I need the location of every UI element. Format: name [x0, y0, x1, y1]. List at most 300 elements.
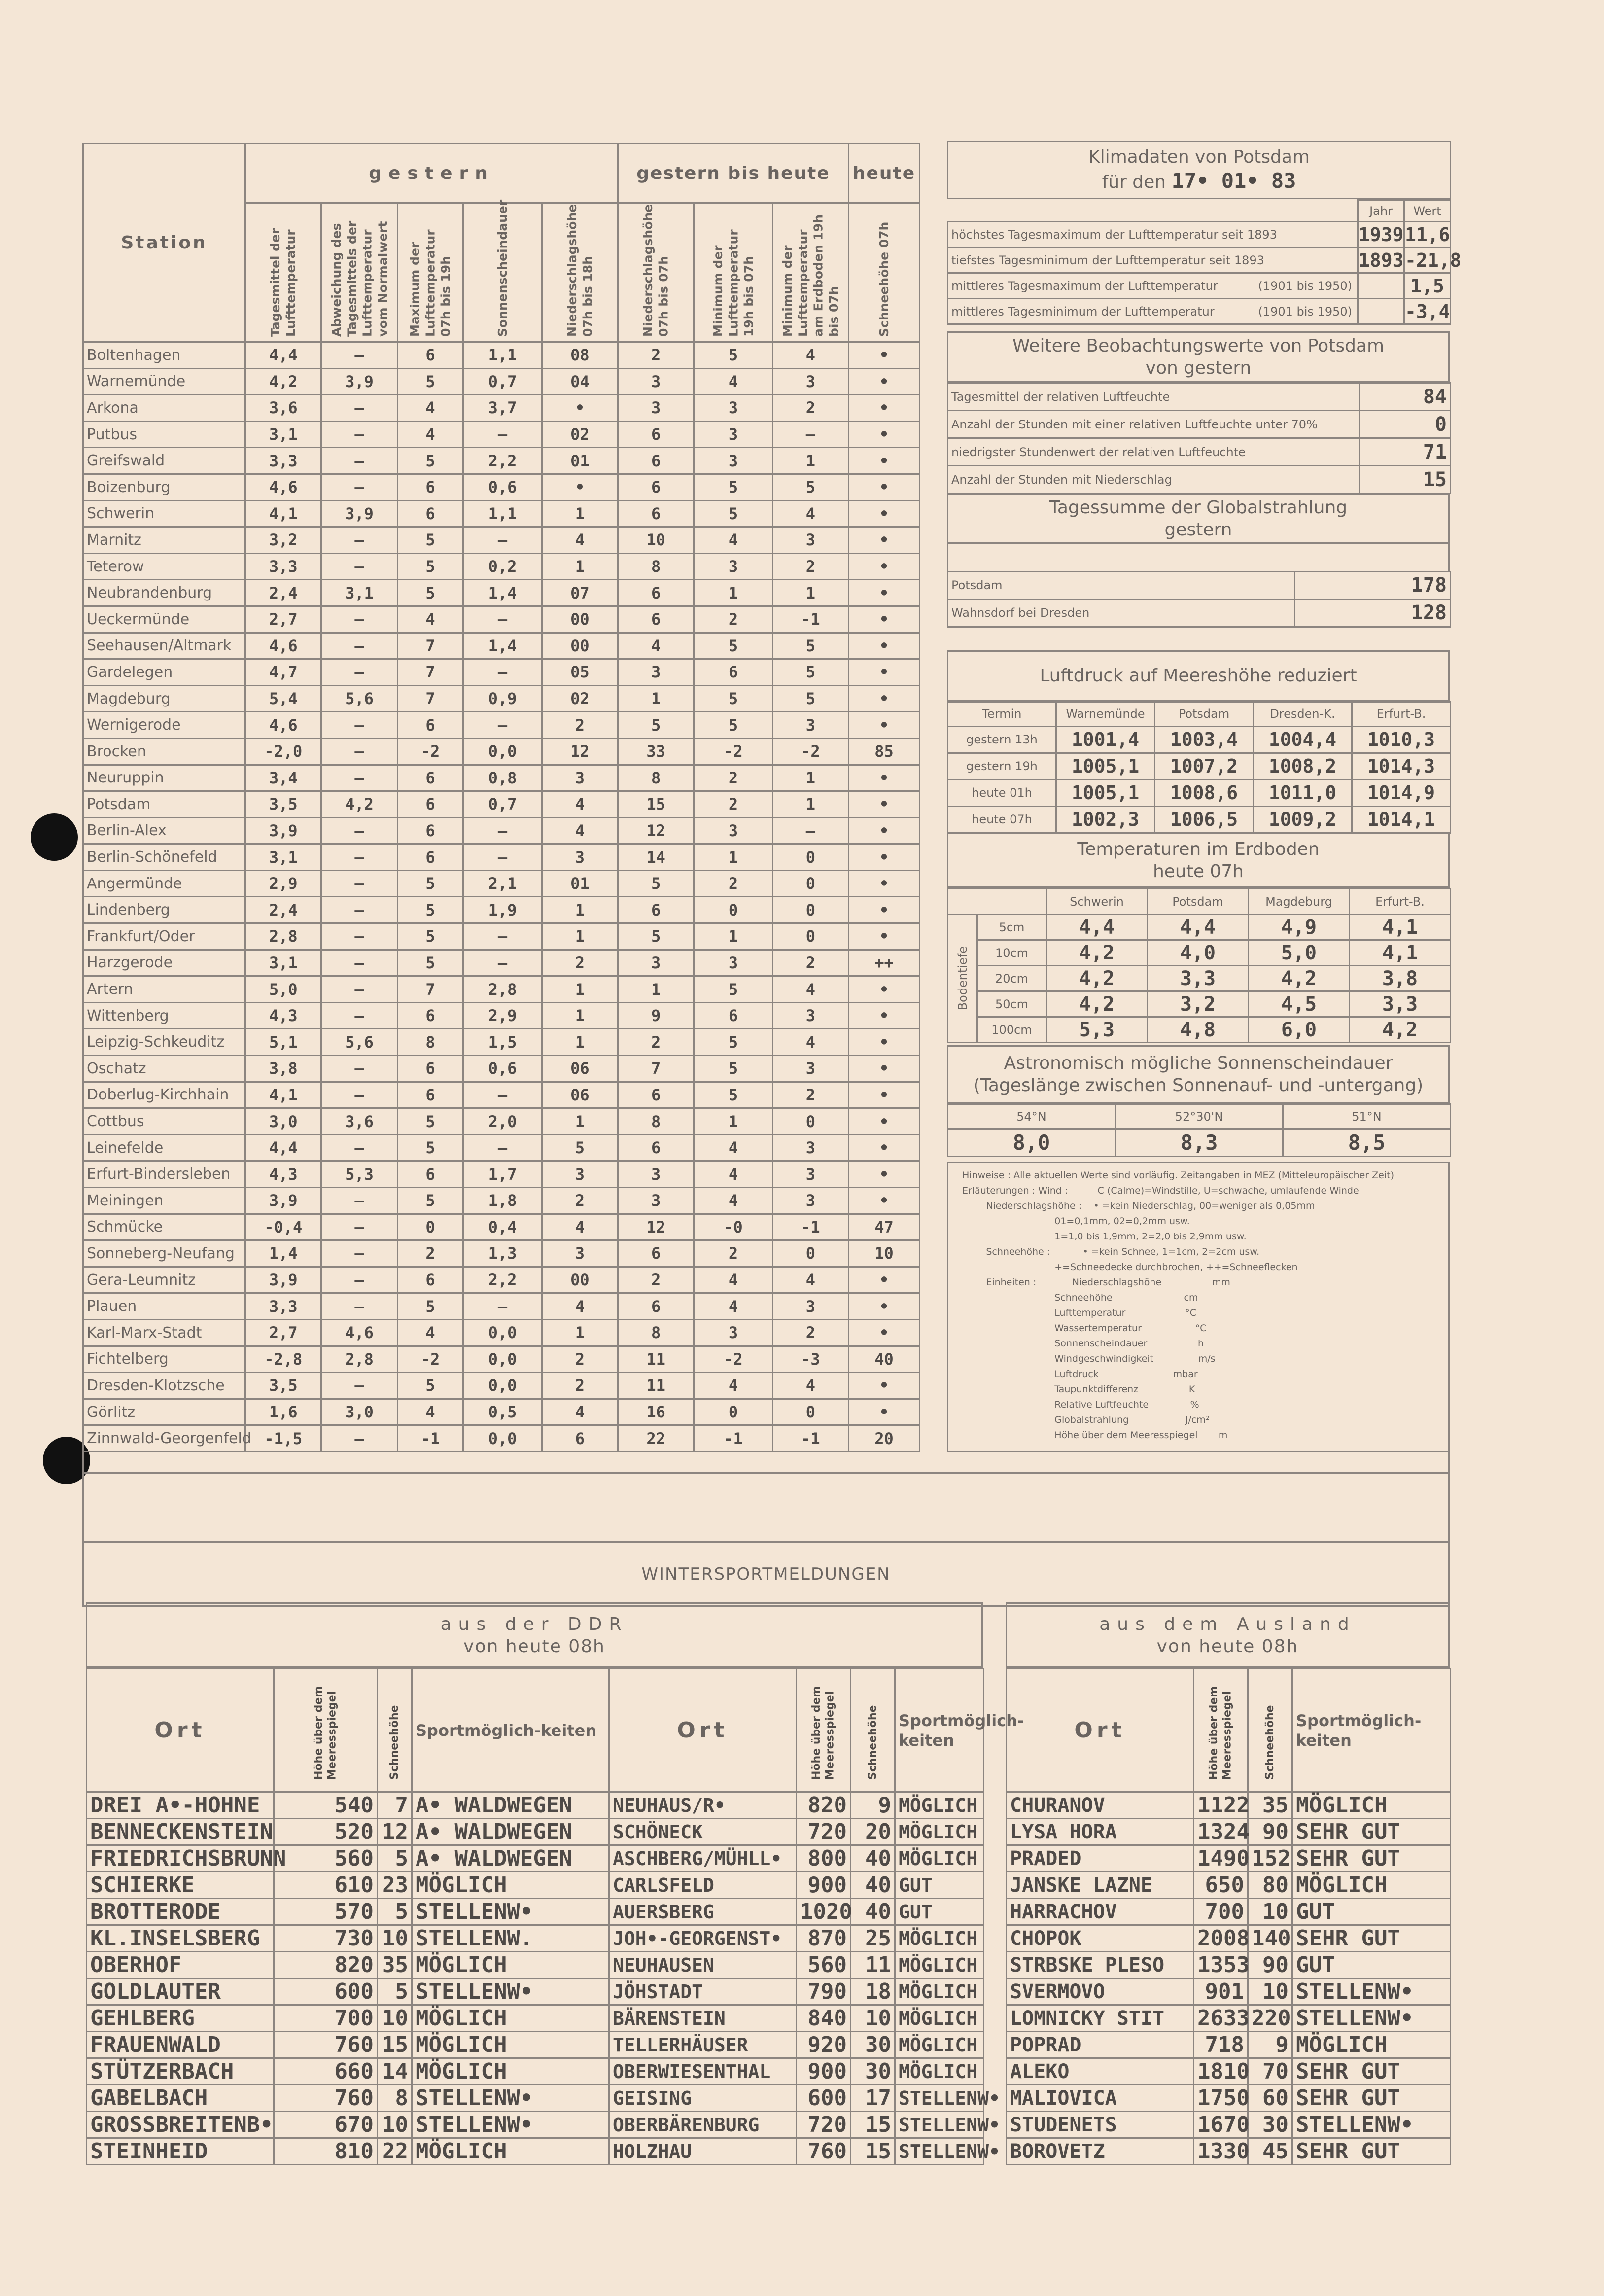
col-hoehe — [797, 1669, 851, 1792]
klima-label: höchstes Tagesmaximum der Lufttemperatur seit 1893 — [951, 227, 1277, 242]
winter-row — [87, 2112, 984, 2138]
station-value: 5 — [397, 923, 463, 950]
station-value: 4,4 — [245, 342, 321, 369]
station-value: 2,7 — [245, 1319, 321, 1346]
schnee-cell: 17 — [851, 2085, 895, 2112]
winter-row — [1007, 2058, 1451, 2085]
global-section — [947, 493, 1450, 628]
station-row — [83, 474, 920, 500]
station-value: 5,6 — [321, 1029, 397, 1056]
station-value: • — [848, 1293, 919, 1320]
hoehe-cell: 700 — [274, 2005, 378, 2032]
luftdruck-value: 1014,1 — [1352, 806, 1451, 833]
hoehe-cell: 760 — [274, 2085, 378, 2112]
sport-cell: MÖGLICH — [895, 1819, 984, 1845]
sport-cell: MÖGLICH — [895, 2058, 984, 2085]
sport-cell: SEHR GUT — [1292, 1845, 1451, 1872]
station-value: 1 — [694, 580, 772, 606]
station-value: • — [848, 606, 919, 633]
erdboden-header: Schwerin — [1046, 889, 1148, 915]
station-value: — — [321, 395, 397, 422]
station-value: 2,8 — [245, 923, 321, 950]
station-value: — — [321, 1240, 397, 1267]
station-row — [83, 765, 920, 791]
schnee-cell: 8 — [378, 2085, 412, 2112]
station-value: 2,7 — [245, 606, 321, 633]
erdboden-head-row — [948, 889, 1451, 915]
sport-cell: A• WALDWEGEN — [412, 1819, 609, 1845]
station-value: 3,1 — [245, 950, 321, 976]
sport-cell: STELLENW• — [1292, 1978, 1451, 2005]
erdboden-value: 4,4 — [1046, 915, 1148, 940]
erdboden-depth: 5cm — [977, 915, 1046, 940]
klima-note: (1901 bis 1950) — [1258, 304, 1352, 318]
station-value: 5,3 — [321, 1161, 397, 1188]
station-value: 0,0 — [463, 1373, 542, 1399]
column-header — [848, 203, 919, 342]
col-hoehe-label: Höhe über dem Meeresspiegel — [313, 1686, 339, 1780]
luftdruck-value: 1004,4 — [1254, 726, 1352, 753]
klima-wert: 11,6 — [1404, 222, 1451, 247]
hoehe-cell: 870 — [797, 1925, 851, 1952]
winter-ausland — [1006, 1602, 1450, 2165]
station-value: 3,5 — [245, 791, 321, 818]
sport-cell: MÖGLICH — [895, 1845, 984, 1872]
station-value: -1 — [397, 1425, 463, 1452]
hoehe-cell: 560 — [274, 1845, 378, 1872]
station-value: 6 — [397, 342, 463, 369]
station-value: • — [848, 1029, 919, 1056]
col-schnee — [851, 1669, 895, 1792]
luftdruck-row — [948, 806, 1451, 833]
global-row — [948, 571, 1451, 599]
station-value: — — [321, 844, 397, 871]
station-value: 22 — [618, 1425, 694, 1452]
station-name: Karl-Marx-Stadt — [83, 1319, 245, 1346]
station-value: 3,0 — [321, 1399, 397, 1425]
station-value: 2,9 — [463, 1002, 542, 1029]
sport-cell: STELLENW• — [412, 2112, 609, 2138]
station-value: 6 — [542, 1425, 618, 1452]
station-value: 0 — [772, 1399, 848, 1425]
station-row — [83, 342, 920, 369]
schnee-cell: 15 — [378, 2032, 412, 2058]
erdboden-row — [948, 940, 1451, 966]
station-value: 5 — [618, 923, 694, 950]
global-value: 178 — [1295, 571, 1451, 599]
station-value: • — [848, 1188, 919, 1214]
station-value: -0,4 — [245, 1214, 321, 1240]
schnee-cell: 5 — [378, 1978, 412, 2005]
column-header — [694, 203, 772, 342]
sport-cell: MÖGLICH — [412, 2058, 609, 2085]
station-value: -2 — [397, 1346, 463, 1373]
station-value: 6 — [397, 1161, 463, 1188]
station-value: 1 — [694, 844, 772, 871]
schnee-cell: 152 — [1248, 1845, 1292, 1872]
station-value: 1,5 — [463, 1029, 542, 1056]
station-value: 1,7 — [463, 1161, 542, 1188]
station-value: 5 — [772, 685, 848, 712]
erdboden-depth: 20cm — [977, 966, 1046, 991]
station-name: Leipzig-Schkeuditz — [83, 1029, 245, 1056]
schnee-cell: 220 — [1248, 2005, 1292, 2032]
station-value: 2,2 — [463, 448, 542, 474]
klima-jahr: 1893 — [1358, 247, 1404, 273]
column-header — [463, 199, 542, 342]
station-value: 1 — [542, 1029, 618, 1056]
hoehe-cell: 810 — [274, 2138, 378, 2165]
station-value: 2 — [694, 870, 772, 897]
schnee-cell: 40 — [851, 1845, 895, 1872]
col-hoehe — [1194, 1669, 1248, 1792]
station-value: — — [321, 1373, 397, 1399]
weitere-value: 71 — [1360, 438, 1451, 466]
erdboden-side-label: Bodentiefe — [955, 946, 970, 1011]
station-value: 47 — [848, 1214, 919, 1240]
winter-row — [87, 1792, 984, 1819]
ort-cell: LOMNICKY STIT — [1007, 2005, 1194, 2032]
hoehe-cell: 900 — [797, 2058, 851, 2085]
station-value: 7 — [397, 685, 463, 712]
global-title: Tagessumme der Globalstrahlung — [1049, 497, 1348, 518]
station-value: 4 — [694, 1188, 772, 1214]
station-value: 4 — [542, 817, 618, 844]
hoehe-cell: 718 — [1194, 2032, 1248, 2058]
station-name: Wittenberg — [83, 1002, 245, 1029]
hoehe-cell: 650 — [1194, 1872, 1248, 1899]
station-value: 2 — [694, 1240, 772, 1267]
winter-head-row — [1007, 1669, 1451, 1792]
station-value: 5 — [397, 897, 463, 923]
station-value: — — [321, 923, 397, 950]
sport-cell: MÖGLICH — [412, 1872, 609, 1899]
station-value: 6 — [618, 1240, 694, 1267]
erdboden-header: Magdeburg — [1249, 889, 1350, 915]
station-value: 3 — [618, 950, 694, 976]
station-value: 4 — [694, 1267, 772, 1293]
sport-cell: SEHR GUT — [1292, 2138, 1451, 2165]
station-value: 1 — [542, 1319, 618, 1346]
station-value: -1 — [772, 606, 848, 633]
sonne-value: 8,0 — [948, 1129, 1116, 1157]
ort-cell: STÜTZERBACH — [87, 2058, 274, 2085]
station-value: • — [848, 791, 919, 818]
weitere-section — [947, 331, 1450, 494]
luftdruck-termin: gestern 19h — [948, 753, 1056, 779]
station-value: 4 — [542, 1399, 618, 1425]
station-value: 5 — [397, 553, 463, 580]
station-header: Station — [83, 144, 245, 342]
schnee-cell: 10 — [378, 1925, 412, 1952]
ort-cell: STRBSKE PLESO — [1007, 1952, 1194, 1978]
station-row — [83, 448, 920, 474]
station-value: 02 — [542, 421, 618, 448]
station-value: 12 — [618, 1214, 694, 1240]
ort-cell: JOH•-GEORGENST• — [609, 1925, 797, 1952]
station-value: 3 — [618, 1188, 694, 1214]
station-value: 5 — [397, 870, 463, 897]
luftdruck-section — [947, 650, 1450, 834]
station-value: 3 — [772, 527, 848, 554]
station-name: Boltenhagen — [83, 342, 245, 369]
hoehe-cell: 820 — [274, 1952, 378, 1978]
station-row — [83, 897, 920, 923]
station-value: 1,4 — [463, 580, 542, 606]
station-value: 1 — [772, 580, 848, 606]
station-value: 2 — [772, 1319, 848, 1346]
schnee-cell: 140 — [1248, 1925, 1292, 1952]
station-value: 4,2 — [321, 791, 397, 818]
luftdruck-value: 1014,9 — [1352, 779, 1451, 806]
sport-cell: MÖGLICH — [895, 1792, 984, 1819]
global-label: Wahnsdorf bei Dresden — [948, 599, 1295, 627]
klima-jahr — [1358, 299, 1404, 324]
station-value: -1,5 — [245, 1425, 321, 1452]
station-value: 1 — [542, 897, 618, 923]
luftdruck-value: 1007,2 — [1155, 753, 1254, 779]
schnee-cell: 90 — [1248, 1952, 1292, 1978]
station-value: 2 — [694, 791, 772, 818]
station-value: 6 — [618, 1293, 694, 1320]
station-value: 4,2 — [245, 368, 321, 395]
station-value: • — [542, 395, 618, 422]
station-value: 5 — [694, 976, 772, 1003]
klima-col-wert: Wert — [1404, 200, 1451, 222]
winter-row — [1007, 2085, 1451, 2112]
station-value: 0 — [772, 844, 848, 871]
station-value: 1 — [772, 765, 848, 791]
station-value: • — [848, 1002, 919, 1029]
station-name: Erfurt-Bindersleben — [83, 1161, 245, 1188]
ort-cell: NEUHAUS/R• — [609, 1792, 797, 1819]
schnee-cell: 23 — [378, 1872, 412, 1899]
station-name: Doberlug-Kirchhain — [83, 1082, 245, 1108]
luftdruck-row — [948, 753, 1451, 779]
station-value: 3 — [772, 1056, 848, 1082]
station-value: 4 — [397, 1399, 463, 1425]
sport-cell: STELLENW• — [412, 1899, 609, 1925]
erdboden-value: 4,0 — [1148, 940, 1249, 966]
station-value: 3 — [694, 817, 772, 844]
station-value: • — [848, 500, 919, 527]
ort-cell: CHOPOK — [1007, 1925, 1194, 1952]
station-value: -2 — [397, 738, 463, 765]
station-value: 4 — [694, 368, 772, 395]
station-value: • — [542, 474, 618, 500]
hoehe-cell: 900 — [797, 1872, 851, 1899]
schnee-cell: 90 — [1248, 1819, 1292, 1845]
klima-label: tiefstes Tagesminimum der Lufttemperatur seit 1893 — [951, 253, 1264, 267]
station-value: • — [848, 712, 919, 739]
station-value: 85 — [848, 738, 919, 765]
station-name: Berlin-Alex — [83, 817, 245, 844]
station-value: 3 — [694, 395, 772, 422]
station-value: 4 — [542, 1214, 618, 1240]
winter-row — [1007, 1899, 1451, 1925]
ort-cell: GEISING — [609, 2085, 797, 2112]
winter-head-row — [87, 1669, 984, 1792]
station-value: 3,9 — [245, 817, 321, 844]
winter-row — [87, 1845, 984, 1872]
station-value: — — [321, 738, 397, 765]
station-value: 5 — [772, 633, 848, 659]
station-row — [83, 1319, 920, 1346]
station-value: 1,8 — [463, 1188, 542, 1214]
station-value: — — [321, 870, 397, 897]
station-value: 3,2 — [245, 527, 321, 554]
station-value: — — [321, 342, 397, 369]
station-value: — — [463, 421, 542, 448]
luftdruck-value: 1003,4 — [1155, 726, 1254, 753]
ort-cell: NEUHAUSEN — [609, 1952, 797, 1978]
schnee-cell: 40 — [851, 1872, 895, 1899]
station-row — [83, 659, 920, 686]
station-value: 5 — [772, 474, 848, 500]
station-value: 4 — [772, 1267, 848, 1293]
ort-cell: BOROVETZ — [1007, 2138, 1194, 2165]
station-name: Putbus — [83, 421, 245, 448]
station-value: 14 — [618, 844, 694, 871]
station-value: — — [463, 950, 542, 976]
station-value: • — [848, 1267, 919, 1293]
winter-row — [1007, 1792, 1451, 1819]
sport-cell: MÖGLICH — [895, 2005, 984, 2032]
station-value: 3,9 — [321, 368, 397, 395]
station-value: 5 — [694, 342, 772, 369]
station-value: 2 — [772, 553, 848, 580]
station-value: • — [848, 1056, 919, 1082]
station-value: 3 — [772, 1002, 848, 1029]
sonne-head-row — [948, 1104, 1451, 1129]
ort-cell: FRAUENWALD — [87, 2032, 274, 2058]
station-name: Artern — [83, 976, 245, 1003]
weitere-row — [948, 383, 1451, 411]
station-name: Brocken — [83, 738, 245, 765]
erdboden-value: 4,4 — [1148, 915, 1249, 940]
hoehe-cell: 730 — [274, 1925, 378, 1952]
station-row — [83, 1108, 920, 1135]
weitere-row — [948, 438, 1451, 466]
hoehe-cell: 800 — [797, 1845, 851, 1872]
station-value: 3,4 — [245, 765, 321, 791]
column-header-label: Sonnenscheindauer — [495, 199, 510, 337]
station-value: 5,4 — [245, 685, 321, 712]
station-value: 4,4 — [245, 1134, 321, 1161]
sport-cell: STELLENW• — [412, 1978, 609, 2005]
col-schnee-label: Schneehöhe — [1263, 1705, 1276, 1780]
station-value: — — [321, 765, 397, 791]
station-value: 6 — [397, 1267, 463, 1293]
station-value: 06 — [542, 1082, 618, 1108]
winter-row — [87, 1819, 984, 1845]
station-value: -1 — [772, 1214, 848, 1240]
station-value: 3,3 — [245, 553, 321, 580]
hoehe-cell: 1122 — [1194, 1792, 1248, 1819]
hoehe-cell: 1750 — [1194, 2085, 1248, 2112]
schnee-cell: 80 — [1248, 1872, 1292, 1899]
station-value: 4,1 — [245, 500, 321, 527]
hoehe-cell: 760 — [797, 2138, 851, 2165]
erdboden-value: 3,2 — [1148, 991, 1249, 1017]
station-value: 00 — [542, 606, 618, 633]
station-value: 11 — [618, 1373, 694, 1399]
station-row — [83, 1240, 920, 1267]
schnee-cell: 5 — [378, 1899, 412, 1925]
ort-cell: HARRACHOV — [1007, 1899, 1194, 1925]
station-value: 5 — [397, 1373, 463, 1399]
station-value: • — [848, 870, 919, 897]
klima-wert: -3,4 — [1404, 299, 1451, 324]
ort-cell: JANSKE LAZNE — [1007, 1872, 1194, 1899]
station-value: — — [321, 897, 397, 923]
winter-row — [87, 1925, 984, 1952]
col-hoehe — [274, 1669, 378, 1792]
column-header — [772, 203, 848, 342]
weitere-row — [948, 411, 1451, 438]
station-value: 7 — [397, 659, 463, 686]
station-name: Schwerin — [83, 500, 245, 527]
station-value: 3 — [772, 712, 848, 739]
station-row — [83, 1214, 920, 1240]
station-value: -2 — [694, 1346, 772, 1373]
weitere-row — [948, 466, 1451, 494]
station-value: — — [321, 527, 397, 554]
winter-row — [1007, 1952, 1451, 1978]
column-header — [397, 203, 463, 342]
station-value: 3 — [772, 1134, 848, 1161]
station-value: 10 — [848, 1240, 919, 1267]
station-value: 4,6 — [245, 712, 321, 739]
klima-col-jahr: Jahr — [1358, 200, 1404, 222]
station-name: Ueckermünde — [83, 606, 245, 633]
ddr-subtitle: von heute 08h — [463, 1636, 605, 1657]
winter-row — [1007, 1925, 1451, 1952]
erdboden-value: 3,3 — [1148, 966, 1249, 991]
station-name: Greifswald — [83, 448, 245, 474]
station-name: Fichtelberg — [83, 1346, 245, 1373]
station-value: 3 — [542, 1240, 618, 1267]
station-row — [83, 633, 920, 659]
station-value: • — [848, 527, 919, 554]
column-header — [542, 203, 618, 342]
station-value: 4 — [694, 1161, 772, 1188]
station-value: • — [848, 659, 919, 686]
station-value: 7 — [397, 633, 463, 659]
station-value: 5 — [397, 448, 463, 474]
sport-cell: MÖGLICH — [1292, 1872, 1451, 1899]
station-value: 3 — [694, 553, 772, 580]
station-value: 5 — [694, 712, 772, 739]
station-value: 3 — [542, 1161, 618, 1188]
station-value: 4 — [694, 1134, 772, 1161]
klima-label-cell — [948, 247, 1358, 273]
col-ort: Ort — [1007, 1669, 1194, 1792]
station-row — [83, 844, 920, 871]
col-schnee — [1248, 1669, 1292, 1792]
ort-cell: ASCHBERG/MÜHLL• — [609, 1845, 797, 1872]
station-value: 0,4 — [463, 1214, 542, 1240]
sport-cell: MÖGLICH — [412, 2032, 609, 2058]
erdboden-value: 4,1 — [1350, 940, 1451, 966]
sonne-header: 51°N — [1283, 1104, 1451, 1129]
ort-cell: CHURANOV — [1007, 1792, 1194, 1819]
station-row — [83, 791, 920, 818]
schnee-cell: 35 — [1248, 1792, 1292, 1819]
station-value: 4 — [397, 421, 463, 448]
station-value: 6 — [397, 1082, 463, 1108]
hoehe-cell: 2008 — [1194, 1925, 1248, 1952]
